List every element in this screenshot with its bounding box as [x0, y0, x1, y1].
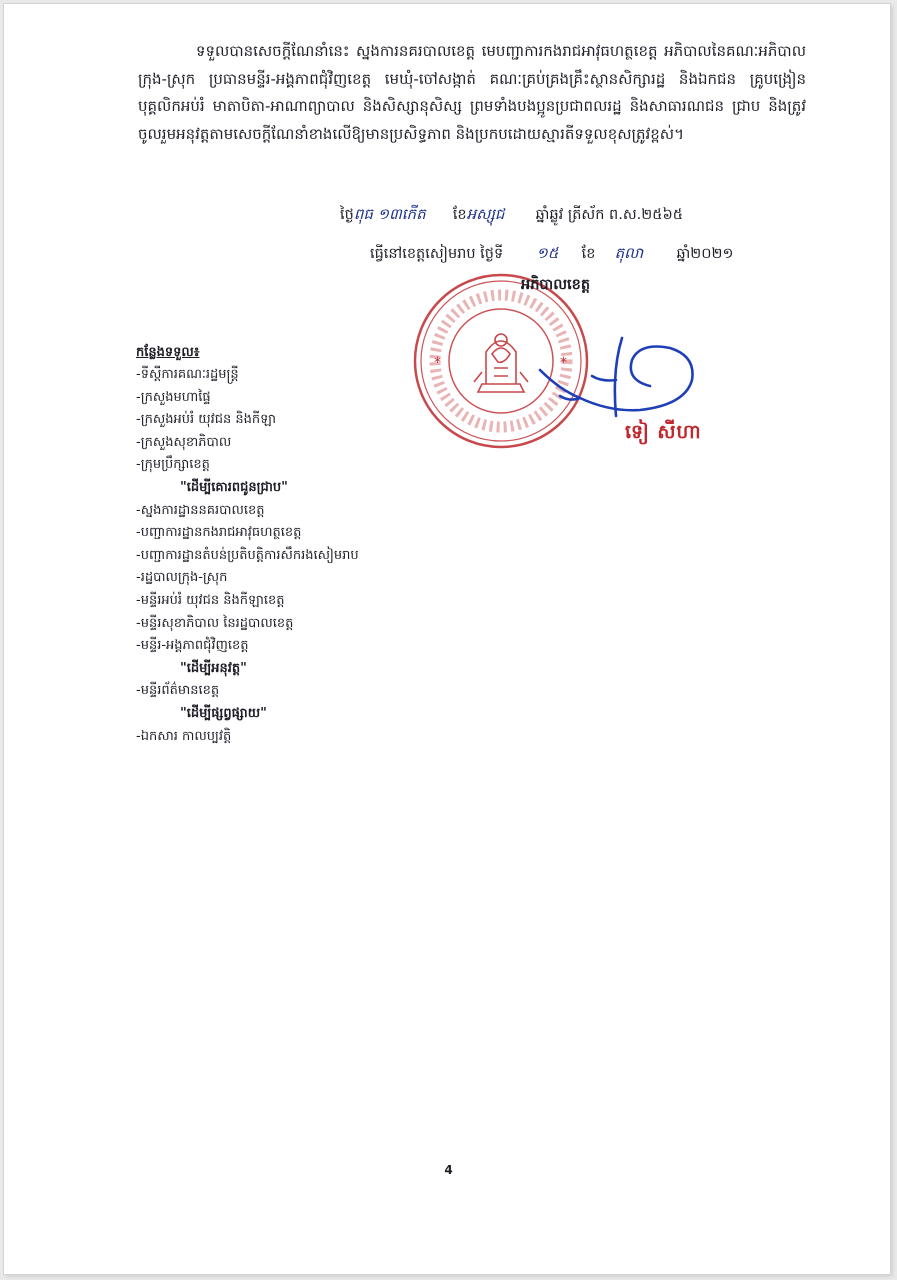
instruction-paragraph: ទទួលបានសេចក្តីណែនាំនេះ ស្នងការនគរបាលខេត្ត មេបញ្ជាការកងរាជអាវុធហត្ថខេត្ត អភិបាលនៃគណៈអភិបាលក្រុង-ស្រុក ប្រធានមន្ទីរ-អង្គភាពជុំវិញខេត្ត មេឃុំ-ចៅសង្កាត់ គណៈគ្រប់គ្រងគ្រឹះស្ថានសិក្សារដ្ឋ និងឯកជន គ្រូបង្រៀន បុគ្គលិកអប់រំ មាតាបិតា-អាណាព្យាបាល និងសិស្សានុសិស្ស ព្រមទាំងបងប្អូនប្រជាពលរដ្ឋ និងសាធារណជន ជ្រាប និងត្រូវចូលរួមអនុវត្តតាមសេចក្តីណែនាំខាងលើឱ្យមានប្រសិទ្ធភាព និងប្រកបដោយស្មារតីទទួលខុសត្រូវខ្ពស់។	[138, 42, 806, 143]
recipient-item: -មន្ទីរព័ត៌មានខេត្ត	[136, 683, 220, 699]
governor-signature	[520, 320, 710, 430]
recipient-item: -ក្រសួងសុខាភិបាល	[136, 434, 232, 450]
recipient-item: -ទីស្តីការគណៈរដ្ឋមន្ត្រី	[136, 367, 239, 382]
lunar-month-handwritten: អស្សុជ	[466, 205, 505, 223]
month-handwritten: តុលា	[614, 244, 644, 262]
signatory-title: អភិបាលខេត្ត	[521, 277, 591, 293]
recipient-group-label: "ដើម្បីផ្សព្វផ្សាយ"	[180, 705, 267, 721]
recipient-group-label: "ដើម្បីអនុវត្ត"	[180, 660, 247, 676]
lunar-year: ឆ្នាំឆ្លូវ ត្រីស័ក ព.ស.២៥៦៥	[535, 207, 684, 223]
month-word: ខែ	[581, 246, 596, 262]
date-block	[0, 0, 897, 300]
lunar-day-prefix: ថ្ងៃ	[340, 207, 354, 223]
svg-text:*: *	[434, 355, 441, 371]
svg-text:*: *	[560, 355, 567, 371]
recipient-item: -មន្ទីរអប់រំ យុវជន និងកីឡាខេត្ត	[136, 592, 285, 608]
recipient-item: -មន្ទីរសុខាភិបាល នៃរដ្ឋបាលខេត្ត	[136, 615, 294, 631]
recipient-item: -ក្រសួងមហាផ្ទៃ	[136, 389, 211, 405]
day-handwritten: ១៥	[536, 244, 559, 262]
recipients-heading: កន្លែងទទួល៖	[136, 345, 200, 360]
page-number: 4	[444, 1163, 453, 1177]
recipient-item: -ក្រុមប្រឹក្សាខេត្ត	[136, 457, 210, 473]
signatory-name: ទៀ សីហា	[625, 421, 702, 443]
recipients-list	[136, 342, 456, 748]
recipient-item: -រដ្ឋបាលក្រុង-ស្រុក	[136, 570, 228, 586]
recipient-item: -បញ្ជាការដ្ឋានកងរាជអាវុធហត្ថខេត្ត	[136, 525, 302, 541]
year: ឆ្នាំ២០២១	[676, 246, 734, 262]
recipient-group-label: "ដើម្បីគោរពជូនជ្រាប"	[180, 479, 288, 495]
lunar-day-handwritten: ពុធ ១៣កើត	[353, 205, 426, 223]
recipient-item: -ឯកសារ កាលប្បវត្តិ	[136, 728, 232, 744]
recipient-item: -ក្រសួងអប់រំ យុវជន និងកីឡា	[136, 412, 276, 428]
lunar-date-line	[340, 205, 683, 227]
recipient-item: -បញ្ជាការដ្ឋានតំបន់ប្រតិបត្តិការសឹករងសៀមរាប	[136, 547, 359, 563]
lunar-month-prefix: ខែ	[452, 207, 467, 223]
place-prefix: ធ្វើនៅខេត្តសៀមរាប ថ្ងៃទី	[370, 246, 504, 262]
solar-date-line	[370, 244, 733, 266]
recipient-item: -មន្ទីរ-អង្គភាពជុំវិញខេត្ត	[136, 638, 249, 654]
recipient-item: -ស្នងការដ្ឋាននគរបាលខេត្ត	[136, 502, 265, 518]
